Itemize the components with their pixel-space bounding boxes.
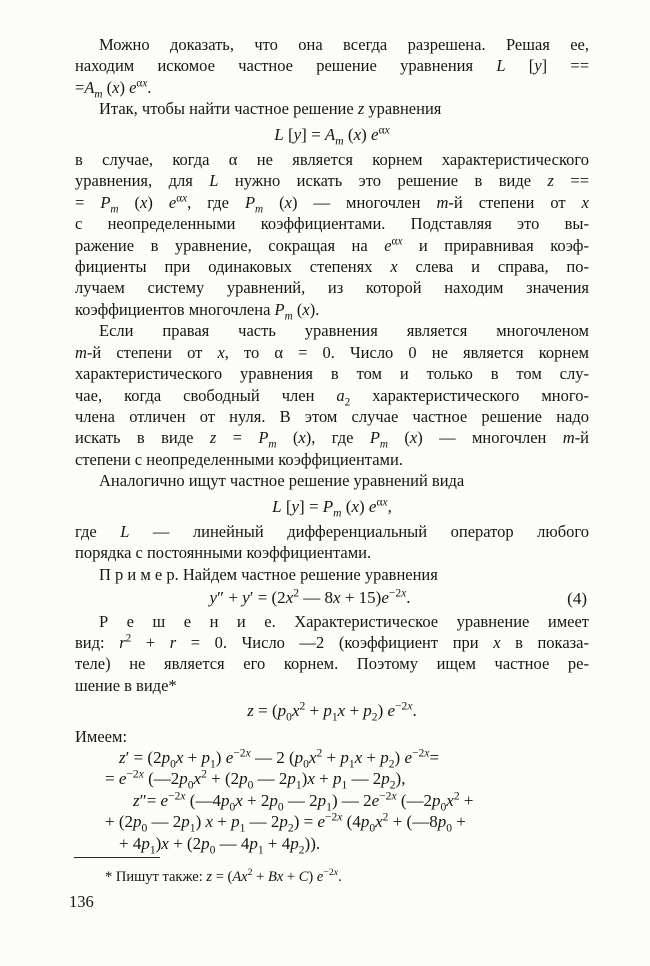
paragraph — [75, 611, 589, 697]
text-line: чае, когда свободный член $a_2$ характеристического много- — [75, 385, 589, 408]
text-line: Имеем: — [75, 726, 128, 746]
paragraph — [75, 98, 589, 119]
footnote — [75, 868, 589, 887]
text-line: находим искомое частное решение уравнения L [y] == — [75, 56, 590, 76]
paragraph — [75, 521, 589, 564]
footnote-text: * Пишут также: $z = (Ax^2 + Bx + C)$ $e^{-2x}$. — [105, 867, 342, 885]
text-line: ражение в уравнение, сокращая на $e^{\alpha x}$ и приравнивая коэф- — [75, 235, 589, 255]
display-formula: $z = (p_0x^2 + p_1x + p_2)$ $e^{-2x}$. — [247, 699, 417, 724]
text-line: степени с неопределенными коэффициентами. — [75, 449, 403, 469]
text-line: вид: $r^2 + r = 0$. Число —2 (коэффициент при x в показа- — [75, 632, 589, 652]
text-line: где L — линейный дифференциальный оператор любого — [75, 521, 589, 541]
paragraph — [75, 564, 589, 585]
math-line: + ($2p_0$ — $2p_1$) $x + p_1$ — $2p_2) = e^{-2x}$ ($4p_0x^2$ + ($—8p_0$ + — [105, 810, 466, 835]
text-line: характеристического уравнения в том и только в том слу- — [75, 364, 589, 384]
numbered-equation — [75, 587, 589, 608]
text-line: уравнения, для L нужно искать это решение в виде z == — [75, 171, 589, 191]
equation-body: $y'' + y' = (2x^2$ — $8x + 15)e^{-2x}$. — [209, 586, 411, 608]
paragraph — [75, 726, 589, 747]
text-line: m-й степени от x, то α = 0. Число 0 не является корнем — [75, 342, 589, 362]
text-line: П р и м е р. Найдем частное решение уравнения — [99, 564, 438, 584]
text-line: шение в виде* — [75, 675, 177, 695]
display-formula: L $[y] = P_m$ (x) $e^{\alpha x}$, — [272, 494, 392, 519]
derivation-block — [75, 746, 589, 857]
text-line: Аналогично ищут частное решение уравнений вида — [99, 471, 465, 491]
text-line: Р е ш е н и е. Характеристическое уравнение имеет — [99, 611, 589, 631]
paragraph — [75, 320, 589, 470]
paragraph — [75, 34, 590, 101]
text-line: коэффициентов многочлена $P_m$ (x). — [75, 299, 320, 323]
text-line: с неопределенными коэффициентами. Подставляя это вы- — [75, 214, 589, 234]
equation-number: (4) — [567, 589, 587, 609]
math-line: $z' = (2p_0x + p_1)$ $e^{-2x}$ — 2 $(p_0x^2 + p_1x + p_2)$ $e^{-2x}=$ — [119, 746, 440, 771]
text-line: Итак, чтобы найти частное решение z уравнения — [99, 99, 442, 119]
text-line: порядка с постоянными коэффициентами. — [75, 543, 372, 563]
text-line: Если правая часть уравнения является многочленом — [99, 321, 589, 341]
display-formula: L $[y] = A_m$ (x) $e^{\alpha x}$ — [274, 122, 390, 148]
footnote-rule — [74, 857, 160, 858]
math-line: = $e^{-2x}$ ($—2p_0x^2 + (2p_0$ — $2p_1)x + p_1$ — $2p_2$), — [105, 767, 406, 792]
text-line: теле) не является его корнем. Поэтому ищем частное ре- — [75, 654, 589, 674]
text-line: лучаем систему уравнений, из которой находим значения — [75, 278, 589, 298]
text-column — [75, 34, 590, 857]
text-line: $=A_m$ (x) $e^{\alpha x}$. — [75, 77, 152, 101]
math-line: $z''= e^{-2x}$ ($—4p_0x + 2p_0$ — $2p_1$) — $2e^{-2x}$ ($—2p_0x^2$ + — [133, 789, 474, 814]
page-number: 136 — [69, 892, 94, 911]
text-line: члена отличен от нуля. В этом случае частное решение надо — [75, 406, 589, 426]
text-line: фициенты при одинаковых степенях x слева и справа, по- — [75, 257, 590, 277]
text-line: Можно доказать, что она всегда разрешена. Решая ее, — [99, 35, 589, 54]
text-line: = $P_m$ (x) $e^{\alpha x}$, где $P_m$ (x) — многочлен m-й степени от x — [75, 192, 589, 216]
text-line: в случае, когда α не является корнем характеристического — [75, 150, 589, 170]
math-line: + $4p_1)x + (2p_0$ — $4p_1 + 4p_2$)). — [119, 833, 321, 857]
text-line: искать в виде $z = P_m$ (x), где $P_m$ (x) — многочлен m-й — [75, 428, 590, 451]
paragraph — [75, 149, 590, 323]
paragraph — [75, 470, 589, 491]
